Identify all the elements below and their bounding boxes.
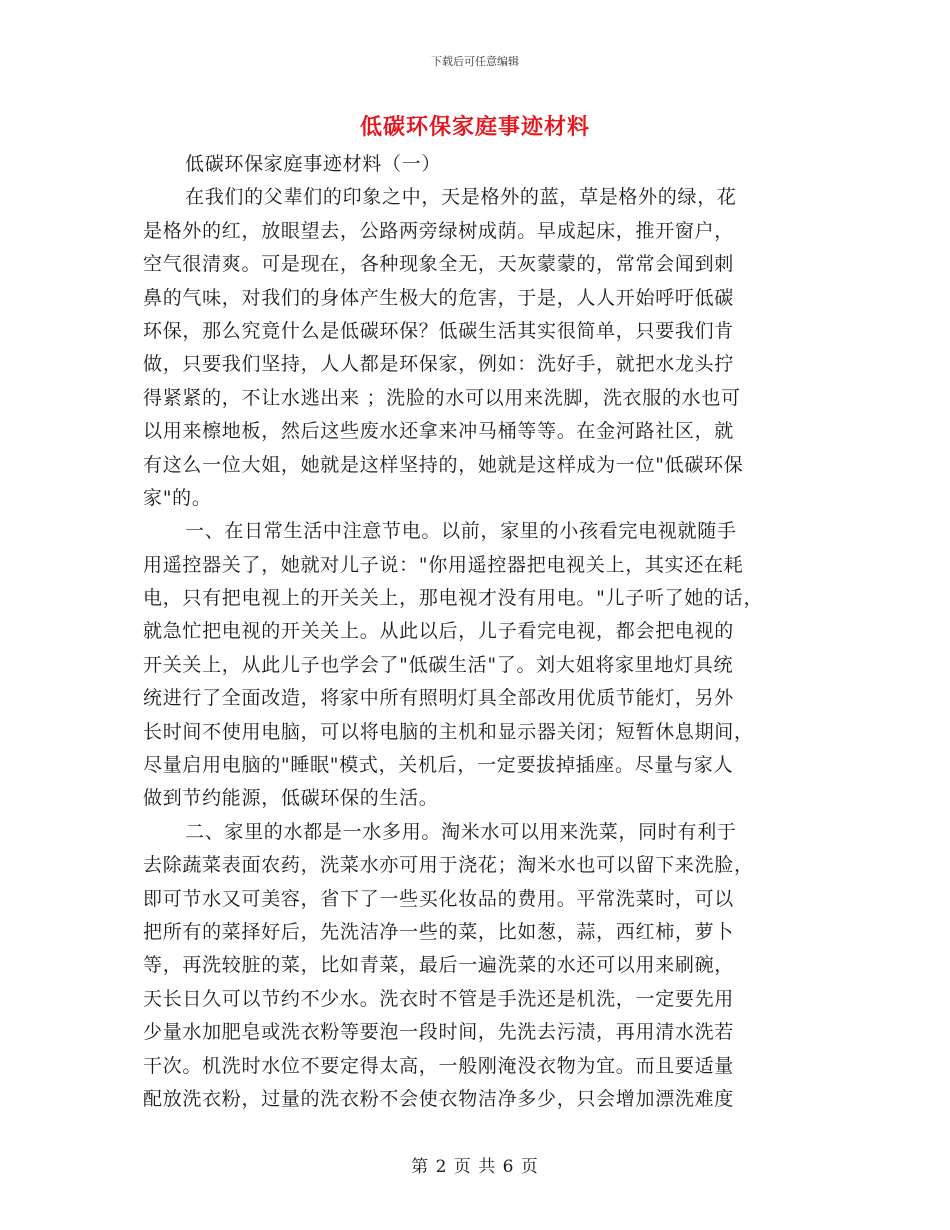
body-text-line: 有这么一位大姐，她就是这样坚持的，她就是这样成为一位"低碳环保	[143, 453, 744, 476]
body-text-line: 电，只有把电视上的开关关上，那电视才没有用电。"儿子听了她的话，	[143, 587, 764, 610]
body-text-line: 去除蔬菜表面农药，洗菜水亦可用于浇花；淘米水也可以留下来洗脸，	[143, 854, 754, 877]
body-text-line: 在我们的父辈们的印象之中，天是格外的蓝，草是格外的绿，花	[185, 186, 737, 209]
body-text-line: 尽量启用电脑的"睡眠"模式，关机后，一定要拔掉插座。尽量与家人	[143, 754, 734, 777]
body-text-line: 鼻的气味，对我们的身体产生极大的危害，于是，人人开始呼吁低碳	[143, 286, 735, 309]
body-text-line: 就急忙把电视的开关关上。从此以后，儿子看完电视，都会把电视的	[143, 620, 735, 643]
body-text-line: 做，只要我们坚持，人人都是环保家，例如：洗好手，就把水龙头拧	[143, 353, 735, 376]
body-text-line: 低碳环保家庭事迹材料（一）	[185, 153, 442, 175]
body-text-line: 二、家里的水都是一水多用。淘米水可以用来洗菜，同时有利于	[185, 820, 737, 843]
body-text-line: 统进行了全面改造，将家中所有照明灯具全部改用优质节能灯，另外	[143, 687, 735, 710]
body-text-line: 把所有的菜择好后，先洗洁净一些的菜，比如葱，蒜，西红柿，萝卜	[143, 920, 735, 943]
document-title: 低碳环保家庭事迹材料	[359, 114, 590, 140]
body-text-line: 环保，那么究竟什么是低碳环保？低碳生活其实很简单，只要我们肯	[143, 319, 735, 342]
document-body	[143, 148, 811, 1116]
body-text-line: 一、在日常生活中注意节电。以前，家里的小孩看完电视就随手	[185, 520, 737, 543]
body-text-line: 用遥控器关了，她就对儿子说："你用遥控器把电视关上，其实还在耗	[143, 553, 744, 576]
body-text-line: 做到节约能源，低碳环保的生活。	[143, 787, 439, 810]
body-text-line: 天长日久可以节约不少水。洗衣时不管是手洗还是机洗，一定要先用	[143, 987, 735, 1010]
body-text-line: 少量水加肥皂或洗衣粉等要泡一段时间，先洗去污渍，再用清水洗若	[143, 1021, 735, 1044]
body-text-line: 家"的。	[143, 486, 212, 509]
body-text-line: 配放洗衣粉，过量的洗衣粉不会使衣物洁净多少，只会增加漂洗难度	[143, 1087, 735, 1110]
body-text-line: 开关关上，从此儿子也学会了"低碳生活"了。刘大姐将家里地灯具统	[143, 653, 734, 676]
body-text-line: 空气很清爽。可是现在，各种现象全无，天灰蒙蒙的，常常会闻到刺	[143, 253, 735, 276]
body-text-line: 干次。机洗时水位不要定得太高，一般刚淹没衣物为宜。而且要适量	[143, 1054, 735, 1077]
page-header-note: 下载后可任意编辑	[431, 55, 519, 68]
body-text-line: 等，再洗较脏的菜，比如青菜，最后一遍洗菜的水还可以用来刷碗，	[143, 954, 735, 977]
body-text-line: 是格外的红，放眼望去，公路两旁绿树成荫。早成起床，推开窗户，	[143, 219, 735, 242]
body-text-line: 长时间不使用电脑，可以将电脑的主机和显示器关闭；短暂休息期间，	[143, 720, 754, 743]
body-text-line: 得紧紧的，不让水逃出来 ；洗脸的水可以用来洗脚，洗衣服的水也可	[143, 386, 741, 409]
body-text-line: 以用来檫地板，然后这些废水还拿来冲马桶等等。在金河路社区，就	[143, 420, 735, 443]
body-text-line: 即可节水又可美容，省下了一些买化妆品的费用。平常洗菜时，可以	[143, 887, 735, 910]
page-number-indicator: 第 2 页 共 6 页	[411, 1157, 539, 1177]
